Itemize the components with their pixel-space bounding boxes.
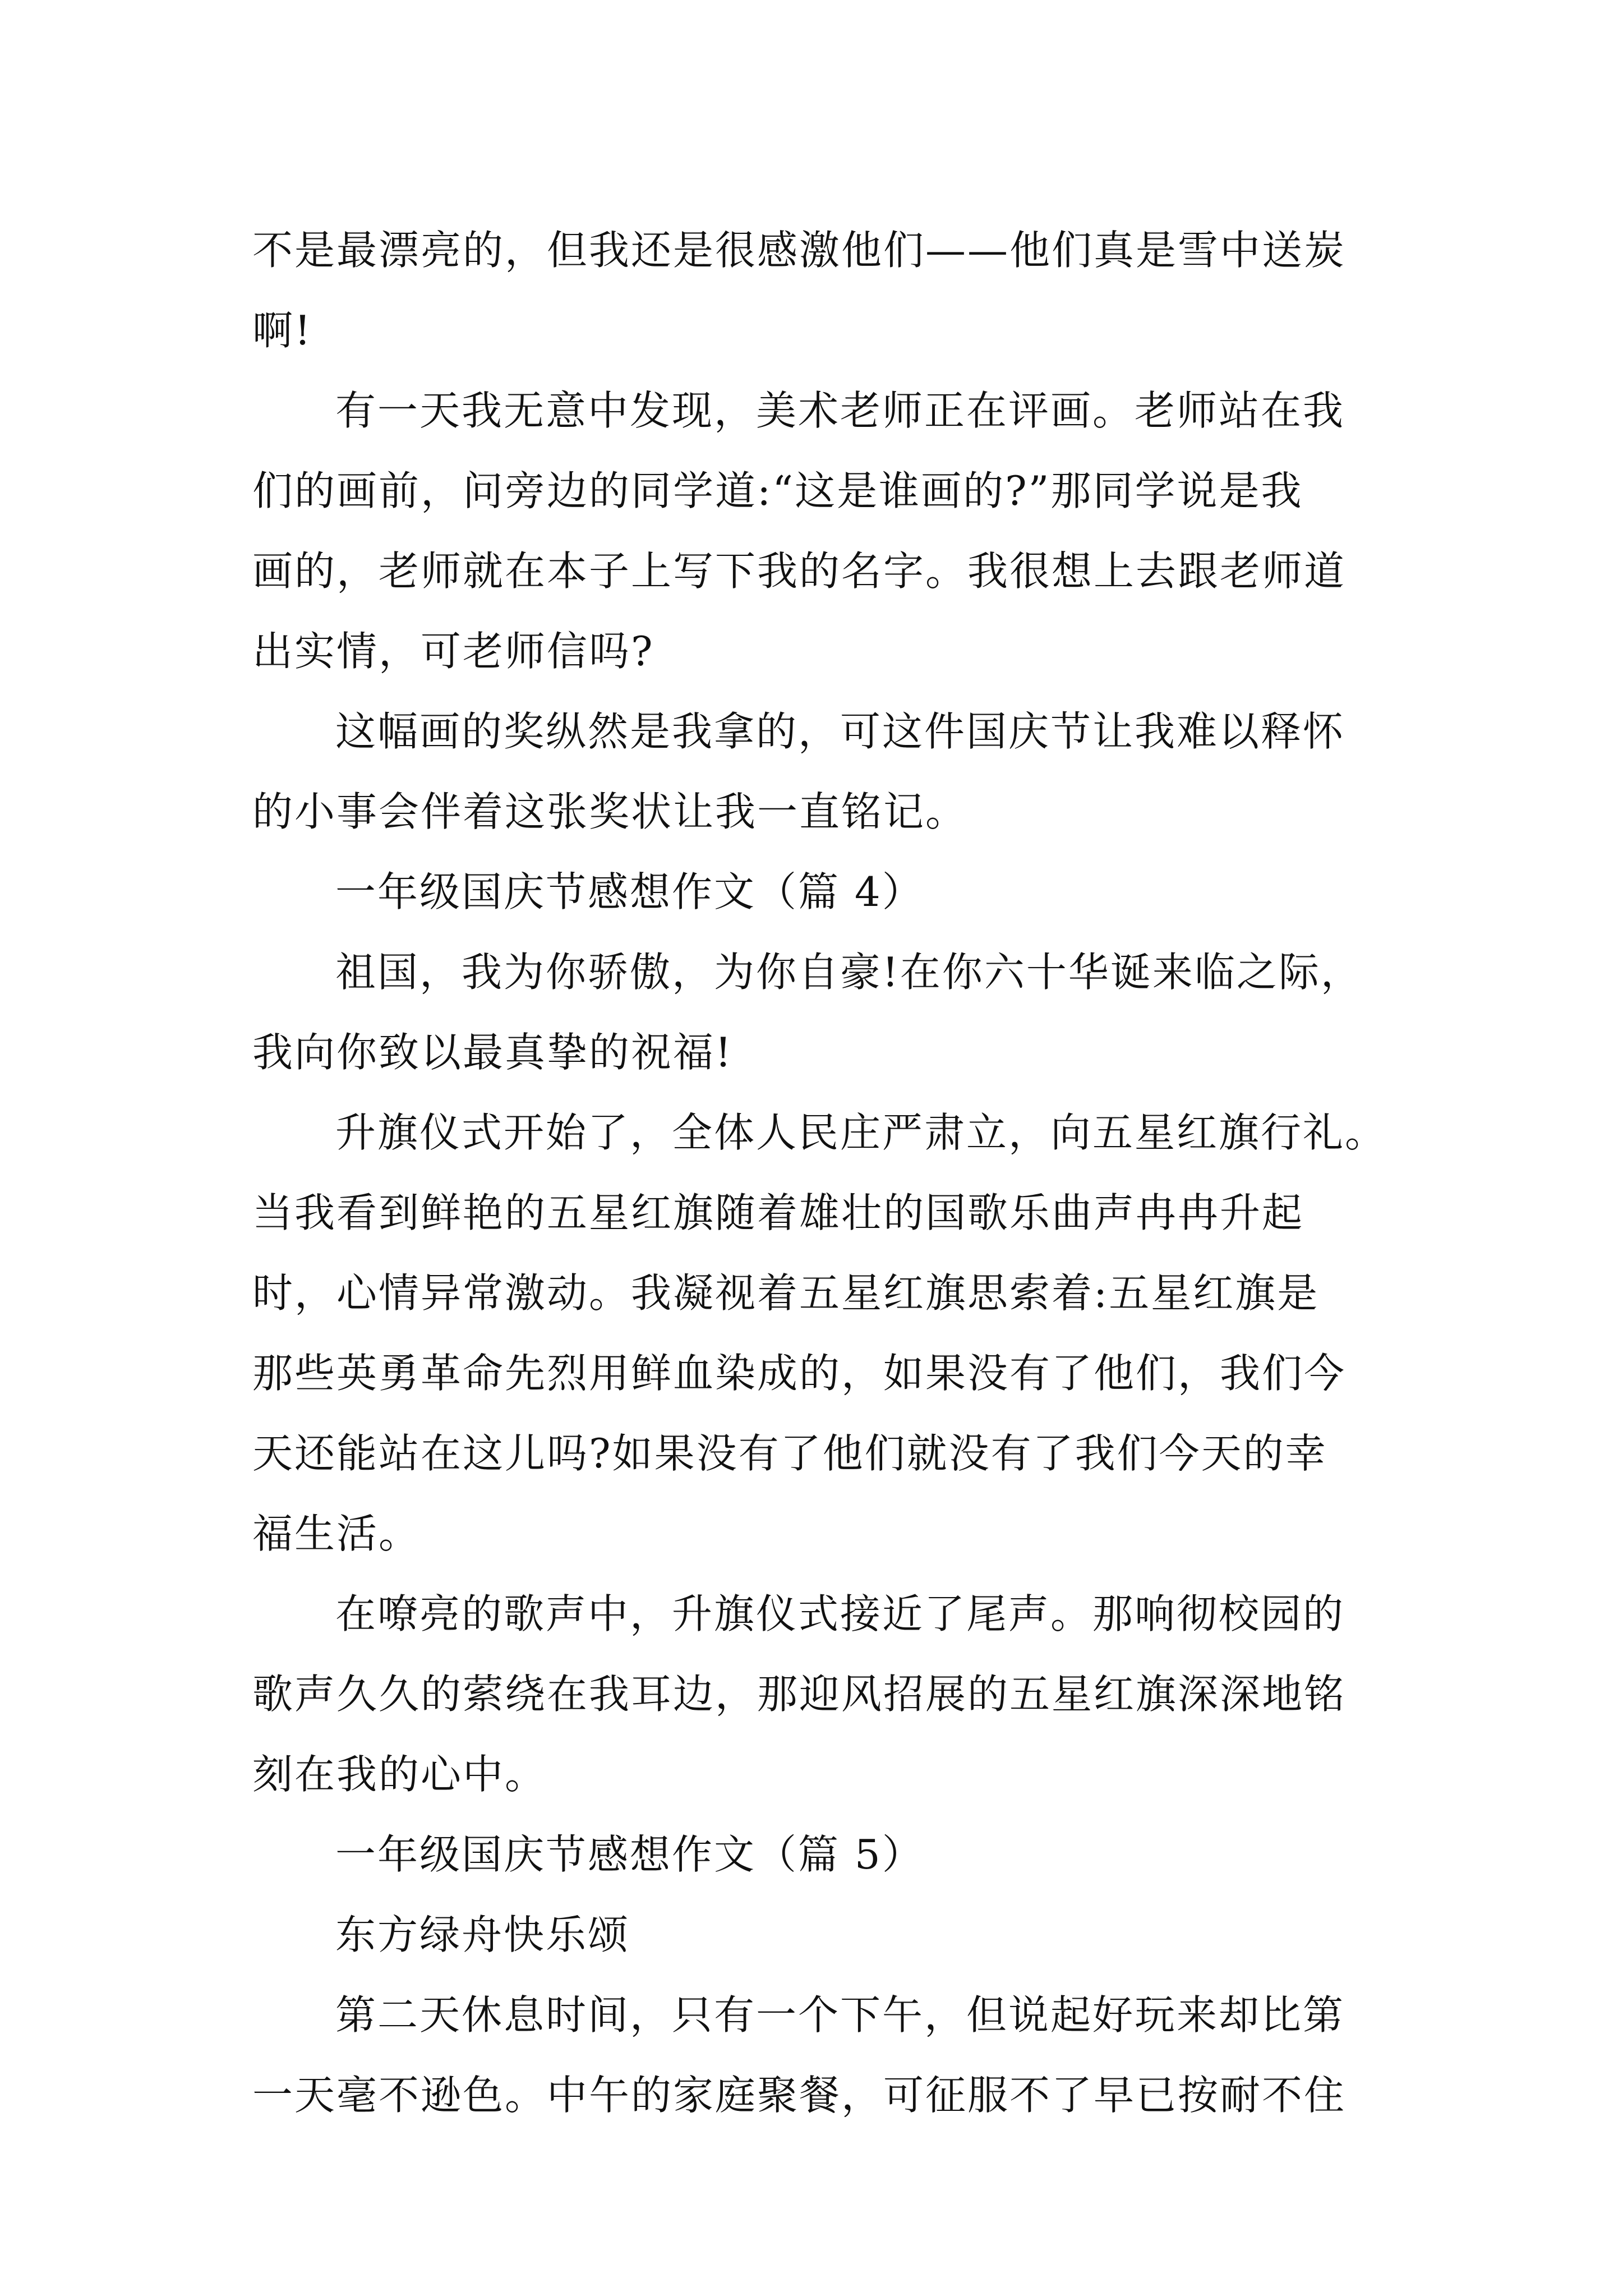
text-line: 歌声久久的萦绕在我耳边，那迎风招展的五星红旗深深地铭 <box>252 1671 1347 1718</box>
paragraph-start-line: 第二天休息时间，只有一个下午，但说起好玩来却比第 <box>335 1991 1345 2039</box>
text-line: 刻在我的心中。 <box>252 1751 547 1798</box>
section-heading: 一年级国庆节感想作文（篇 4） <box>335 868 924 915</box>
text-line: 一天毫不逊色。中午的家庭聚餐，可征服不了早已按耐不住 <box>252 2072 1347 2119</box>
paragraph-start-line: 祖国，我为你骄傲，为你自豪!在你六十华诞来临之际， <box>335 949 1363 996</box>
paragraph-start-line: 有一天我无意中发现，美术老师正在评画。老师站在我 <box>335 387 1345 434</box>
section-heading: 一年级国庆节感想作文（篇 5） <box>335 1831 924 1878</box>
text-line: 时，心情异常激动。我凝视着五星红旗思索着:五星红旗是 <box>252 1269 1320 1317</box>
text-line: 我向你致以最真挚的祝福! <box>252 1029 733 1076</box>
text-line: 画的，老师就在本子上写下我的名字。我很想上去跟老师道 <box>252 547 1347 595</box>
text-line: 们的画前，问旁边的同学道:“这是谁画的?”那同学说是我 <box>252 467 1303 514</box>
text-line: 出实情，可老师信吗? <box>252 628 654 675</box>
text-line: 的小事会伴着这张奖状让我一直铭记。 <box>252 788 968 835</box>
essay-title: 东方绿舟快乐颂 <box>335 1911 630 1958</box>
paragraph-start-line: 升旗仪式开始了，全体人民庄严肃立，向五星红旗行礼。 <box>335 1109 1387 1156</box>
text-line: 不是最漂亮的，但我还是很感激他们——他们真是雪中送炭 <box>252 227 1347 274</box>
text-line: 啊! <box>252 307 312 354</box>
text-line: 当我看到鲜艳的五星红旗随着雄壮的国歌乐曲声冉冉升起 <box>252 1189 1304 1236</box>
text-line: 福生活。 <box>252 1510 421 1557</box>
text-line: 天还能站在这儿吗?如果没有了他们就没有了我们今天的幸 <box>252 1430 1327 1477</box>
text-line: 那些英勇革命先烈用鲜血染成的，如果没有了他们，我们今 <box>252 1350 1347 1397</box>
paragraph-start-line: 这幅画的奖纵然是我拿的，可这件国庆节让我难以释怀 <box>335 708 1345 755</box>
paragraph-start-line: 在嘹亮的歌声中，升旗仪式接近了尾声。那响彻校园的 <box>335 1590 1345 1637</box>
